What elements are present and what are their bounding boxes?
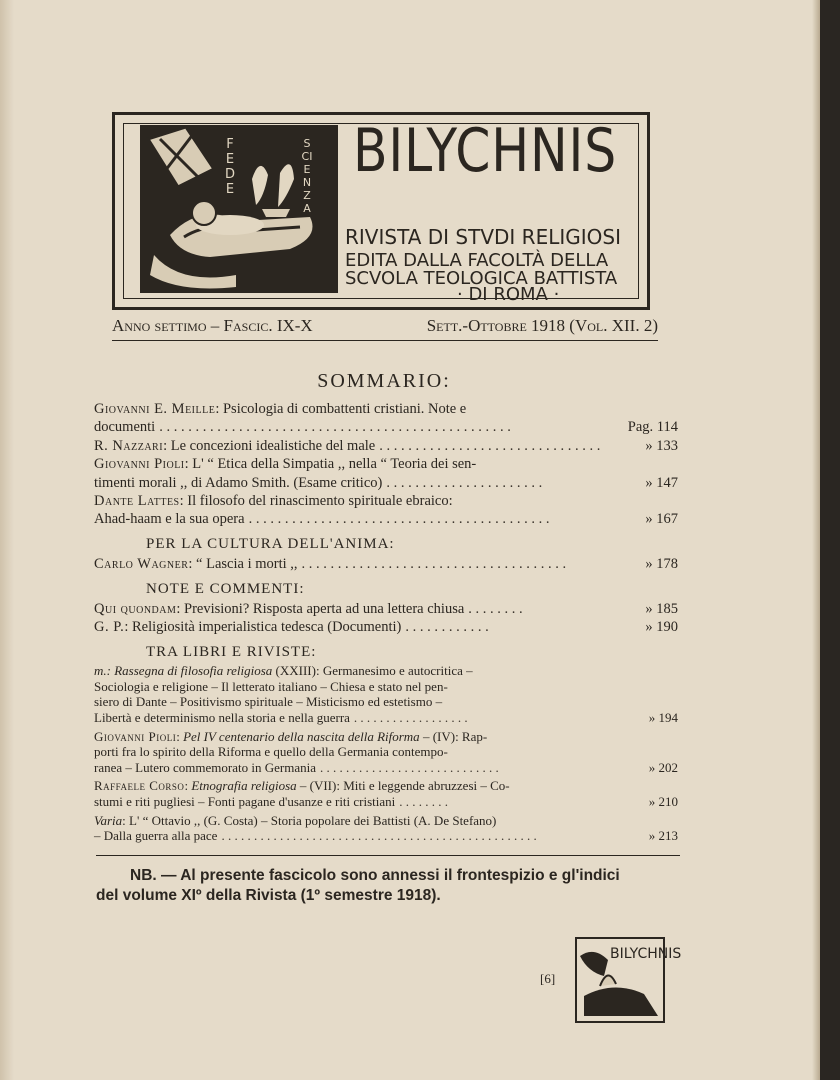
leader-dots: . . . . . . . . . . . . <box>405 619 489 636</box>
editorial-note-line-1: NB. — Al presente fascicolo sono annessi il frontespizio e gl'indici <box>130 867 620 884</box>
page-left-shadow <box>0 0 14 1080</box>
toc-title-continued: Sociologia e religione – Il letterato italiano – Chiesa e stato nel pen- <box>94 678 448 694</box>
contents-heading-text: SOMMARIO: <box>317 370 451 392</box>
issue-line <box>112 316 658 336</box>
toc-page: » 178 <box>645 556 678 573</box>
leader-dots: . . . . . . . . . . . . . . . . . . . . . . . . . . . . . . . . . . . . . <box>301 556 567 573</box>
publisher-line-1: EDITA DALLA FACOLTÀ DELLA <box>345 250 609 271</box>
toc-title-continued: ranea – Lutero commemorato in Germania <box>94 759 316 775</box>
leader-dots: . . . . . . . . . . . . . . . . . . . . . . . . . . . . <box>320 759 499 775</box>
toc-title-continued: Libertà e determinismo nella storia e nella guerra <box>94 710 350 726</box>
editorial-note-line-2: del volume XIº della Rivista (1º semestre 1918). <box>96 887 441 904</box>
toc-entry: m.: Rassegna di filosofia religiosa (XXIII): Germanesimo e autocritica – Sociologia e religione – Il letterato italiano – Chiesa e stato nel pen- siero di Dante – Positivismo spirituale – Misticismo ed estetismo – Libertà e determinismo nella storia e nella guerra . . . . . . . . . . . . . . . . . . » 194 <box>94 663 678 726</box>
masthead <box>112 112 650 310</box>
toc-author: Giovanni E. Meille <box>94 401 216 417</box>
leader-dots: . . . . . . . . . . . . . . . . . . . . . . . . . . . . . . . . . . . . . . . . . . . . . . . . . <box>159 419 511 436</box>
page-right-shadow <box>812 0 820 1080</box>
toc-page: » 147 <box>645 474 678 491</box>
toc-title: : Il filosofo del rinascimento spirituale ebraico: <box>179 493 453 510</box>
toc-title: – (IV): Rap- <box>422 728 488 744</box>
toc-page: Pag. 114 <box>627 419 678 436</box>
toc-title-continued: timenti morali ,, di Adamo Smith. (Esame critico) <box>94 474 383 491</box>
toc-author: Giovanni Pioli <box>94 456 185 473</box>
printer-mark: [6] <box>540 971 556 986</box>
issue-volume-info: Anno settimo – Fascic. IX-X <box>112 316 313 335</box>
toc-entry <box>94 492 678 529</box>
section-heading: PER LA CULTURA DELL'ANIMA: <box>146 535 395 552</box>
toc-entry: Raffaele Corso: Etnografia religiosa – (VII): Miti e leggende abruzzesi – Co- stumi e riti pugliesi – Fonti pagane d'usanze e riti cristiani . . . . . . . . » 210 <box>94 778 678 810</box>
toc-title: : Le concezioni idealistiche del male <box>163 437 376 454</box>
toc-author: Carlo Wagner <box>94 556 189 573</box>
section-heading: NOTE E COMMENTI: <box>146 580 305 597</box>
toc-page: » 194 <box>648 710 678 726</box>
publisher-line-2: SCVOLA TEOLOGICA BATTISTA <box>345 268 618 289</box>
toc-title: (XXIII): Germanesimo e autocritica – <box>275 663 473 679</box>
toc-title: : Religiosità imperialistica tedesca (Documenti) <box>124 619 402 636</box>
toc-page: » 213 <box>648 828 678 844</box>
publisher-line-3: · DI ROMA · <box>457 284 560 305</box>
toc-work-title: Rassegna di filosofia religiosa <box>114 663 273 679</box>
toc-title: : L' “ Etica della Simpatia ,, nella “ Teoria dei sen- <box>184 456 477 473</box>
toc-entry <box>94 455 678 492</box>
toc-page: » 210 <box>648 794 678 810</box>
toc-title: : L' “ Ottavio ,, (G. Costa) – Storia popolare dei Battisti (A. De Stefano) <box>122 812 497 828</box>
toc-page: » 202 <box>648 759 678 775</box>
leader-dots: . . . . . . . . . . . . . . . . . . . . . . . . . . . . . . . . . . . . . . . . . . <box>248 511 550 528</box>
toc-author: Raffaele Corso <box>94 778 185 794</box>
toc-title: : Previsioni? Risposta aperta ad una lettera chiusa <box>176 601 465 618</box>
toc-title: : Psicologia di combattenti cristiani. Note e <box>215 401 467 417</box>
divider <box>96 855 680 856</box>
toc-entry <box>94 813 678 844</box>
toc-work-title: Etnografia religiosa <box>191 778 297 794</box>
toc-author: G. P. <box>94 619 125 636</box>
toc-author: m. <box>94 663 107 679</box>
toc-entry: Giovanni Pioli: Pel IV centenario della nascita della Riforma – (IV): Rap- porti fra lo spirito della Riforma e quello della Germania contempo- ranea – Lutero commemorato in Germania . . . . . . . . . . . . . . . . . . . . . . . . . . . . » 202 <box>94 728 678 775</box>
toc-page: » 133 <box>645 437 678 454</box>
issue-date-info: Sett.-Ottobre 1918 (Vol. XII. 2) <box>426 316 658 335</box>
leader-dots: . . . . . . . . . . . . . . . . . . <box>353 710 468 726</box>
section-heading: TRA LIBRI E RIVISTE: <box>146 643 317 660</box>
toc-author: Varia <box>94 812 123 828</box>
contents-heading <box>0 370 840 393</box>
toc-author: Dante Lattes <box>94 493 180 510</box>
toc-title-continued: siero di Dante – Positivismo spirituale – Misticismo ed estetismo – <box>94 694 443 710</box>
toc-title: – (VII): Miti e leggende abruzzesi – Co- <box>299 778 510 794</box>
toc-title-continued: porti fra lo spirito della Riforma e quello della Germania contempo- <box>94 744 448 760</box>
journal-title: BILYCHNIS <box>353 116 618 186</box>
toc-title-continued: – Dalla guerra alla pace <box>94 828 218 844</box>
leader-dots: . . . . . . . . <box>468 601 523 618</box>
colophon-emblem-icon <box>574 936 682 1024</box>
toc-author: Qui quondam <box>94 601 177 618</box>
leader-dots: . . . . . . . . <box>399 794 449 810</box>
toc-title: : “ Lascia i morti ,, <box>188 556 298 573</box>
toc-page: » 167 <box>645 511 678 528</box>
toc-entry <box>94 618 678 636</box>
leader-dots: . . . . . . . . . . . . . . . . . . . . . . <box>386 474 543 491</box>
toc-author: Giovanni Pioli <box>94 728 177 744</box>
toc-title-continued: stumi e riti pugliesi – Fonti pagane d'usanze e riti cristiani <box>94 794 396 810</box>
leader-dots: . . . . . . . . . . . . . . . . . . . . . . . . . . . . . . . <box>379 437 601 454</box>
toc-entry <box>94 555 678 573</box>
editorial-note <box>96 866 688 906</box>
toc-work-title: Pel IV centenario della nascita della Riforma <box>183 728 420 744</box>
divider <box>112 340 658 341</box>
toc-author: R. Nazzari <box>94 437 164 454</box>
toc-title-continued: documenti <box>94 419 156 436</box>
toc-title-continued: Ahad-haam e la sua opera <box>94 511 245 528</box>
journal-subtitle: RIVISTA DI STVDI RELIGIOSI <box>345 225 621 249</box>
toc-page: » 185 <box>645 601 678 618</box>
table-of-contents <box>94 400 678 844</box>
toc-entry <box>94 437 678 455</box>
leader-dots: . . . . . . . . . . . . . . . . . . . . . . . . . . . . . . . . . . . . . . . . . . . . . . . . . <box>221 828 537 844</box>
emblem-word-fede: FEDE <box>224 137 235 197</box>
toc-page: » 190 <box>645 619 678 636</box>
colophon-text: BILYCHNIS <box>610 946 682 962</box>
emblem-word-scienza: SCIENZA <box>301 137 313 215</box>
toc-entry <box>94 600 678 618</box>
toc-entry <box>94 400 678 437</box>
